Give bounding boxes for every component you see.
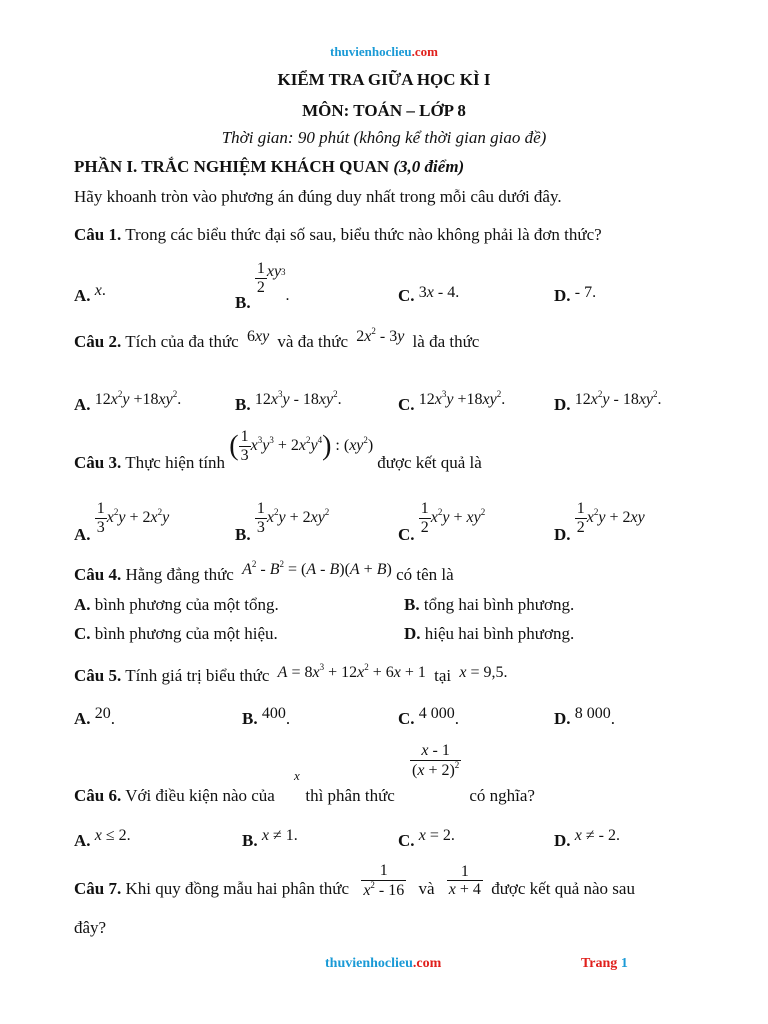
option-letter: A.	[74, 286, 91, 305]
q7-text: và	[418, 879, 435, 899]
math-expression: $12x^2y +18xy^2$.	[94, 389, 182, 408]
q7-stem-continued: đây?	[74, 918, 107, 937]
math-expression: x ≤ 2.	[94, 827, 131, 844]
subject-title: MÔN: TOÁN – LỚP 8	[302, 101, 466, 120]
q6-option-a	[74, 827, 131, 851]
math-expression: $\frac{1}{3}$ $x^2y + 2x^2y$	[96, 500, 170, 536]
q2-text: và đa thức	[277, 332, 348, 351]
q2-option-d	[554, 389, 662, 415]
q1-stem	[74, 225, 602, 245]
q5-option-c: C. 4 000.	[398, 705, 460, 728]
page-number-value: 1	[620, 956, 628, 971]
option-text: bình phương của một tổng.	[94, 595, 279, 614]
math-expression: $\frac{1}{3}$ $x^2y + 2xy^2$	[256, 500, 330, 536]
option-letter: A.	[74, 709, 91, 728]
option-value: 20	[94, 705, 111, 722]
math-expression: $\frac{1}{x + 4}$	[448, 862, 481, 899]
q6-option-c	[398, 827, 455, 851]
math-expression: $\frac{1}{2}$ $x^2y + 2xy$	[576, 500, 645, 536]
option-letter: D.	[554, 709, 571, 728]
option-letter: C.	[398, 286, 415, 305]
option-letter: D.	[554, 831, 571, 850]
footer-site	[325, 956, 441, 972]
part1-instruction: Hãy khoanh tròn vào phương án đúng duy nhất trong mỗi câu dưới đây.	[74, 187, 562, 206]
time-note: Thời gian: 90 phút (không kể thời gian giao đề)	[221, 128, 547, 147]
page-number	[581, 956, 628, 972]
q1-option-b	[235, 260, 290, 312]
math-expression: 3x - 4.	[418, 284, 460, 301]
q5-text: Tính giá trị biểu thức	[125, 666, 270, 685]
q4-text: có tên là	[396, 565, 454, 584]
option-letter: C.	[398, 709, 415, 728]
header-site-name: thuvienhoclieu	[330, 44, 412, 59]
option-letter: C.	[398, 524, 415, 544]
q2-text: Tích của đa thức	[125, 332, 239, 351]
q7-label: Câu 7.	[74, 879, 122, 899]
option-letter: B.	[235, 524, 251, 544]
q3-option-d	[554, 500, 645, 544]
q1-option-d	[554, 286, 596, 306]
math-expression: $12x^3y - 18xy^2$.	[254, 389, 342, 408]
q4-option-a	[74, 595, 279, 615]
option-letter: D.	[554, 395, 571, 414]
q6-text: Với điều kiện nào của	[125, 786, 275, 805]
q6-stem	[74, 786, 535, 806]
math-expression: x = 9,5.	[459, 664, 508, 681]
q6-label: Câu 6.	[74, 786, 122, 805]
math-expression: x.	[94, 282, 106, 299]
math-expression: x ≠ 1.	[261, 827, 298, 844]
math-expression: $12x^2y - 18xy^2$.	[574, 389, 662, 408]
q2-option-b	[235, 389, 342, 415]
part1-title: PHẦN I. TRẮC NGHIỆM KHÁCH QUAN	[74, 157, 390, 176]
option-letter: B.	[235, 395, 251, 414]
option-value: 4 000	[418, 705, 455, 722]
math-expression: $2x^2 - 3y$	[352, 326, 405, 345]
q7-text: được kết quả nào sau	[491, 879, 635, 899]
option-letter: D.	[554, 286, 571, 305]
option-letter: A.	[74, 831, 91, 850]
option-letter: B.	[235, 292, 251, 312]
option-text: bình phương của một hiệu.	[94, 624, 278, 643]
math-expression: 6xy	[242, 328, 270, 345]
option-value: 8 000	[574, 705, 611, 722]
q4-option-d	[404, 624, 574, 644]
math-expression: x ≠ - 2.	[574, 827, 620, 844]
q1-option-c	[398, 286, 459, 306]
q3-label: Câu 3.	[74, 452, 122, 472]
q7-stem	[74, 862, 635, 899]
footer-site-name: thuvienhoclieu	[325, 956, 413, 971]
q6-option-d	[554, 827, 620, 851]
q6-text: có nghĩa?	[469, 786, 535, 805]
q7-text: Khi quy đồng mẫu hai phân thức	[125, 879, 350, 899]
option-value: 400	[261, 705, 286, 722]
q1-text: Trong các biểu thức đại số sau, biểu thức nào không phải là đơn thức?	[125, 225, 602, 244]
part1-heading	[74, 157, 464, 177]
q1-option-a	[74, 282, 106, 306]
header-site	[0, 44, 768, 60]
q6-option-b	[242, 827, 298, 851]
page-label: Trang	[581, 956, 618, 971]
q5-text: tại	[434, 666, 452, 685]
exam-title: KIỂM TRA GIỮA HỌC KÌ I	[277, 70, 491, 89]
math-expression: $12x^3y +18xy^2$.	[418, 389, 506, 408]
q4-option-c	[74, 624, 278, 644]
option-letter: B.	[242, 709, 258, 728]
q2-label: Câu 2.	[74, 332, 122, 351]
q5-option-d: D. 8 000.	[554, 705, 616, 728]
q2-option-a	[74, 389, 182, 415]
option-letter: C.	[398, 395, 415, 414]
q1-label: Câu 1.	[74, 225, 122, 244]
q5-option-a: A. 20.	[74, 705, 116, 728]
q3-text: được kết quả là	[377, 452, 482, 472]
option-letter: C.	[398, 831, 415, 850]
option-letter: B.	[242, 831, 258, 850]
math-expression: $\frac{1}{x^2 - 16}$	[363, 862, 405, 899]
q4-option-b	[404, 595, 574, 615]
option-letter: B.	[404, 595, 420, 614]
option-letter: A.	[74, 595, 91, 614]
math-expression: x = 2.	[418, 827, 455, 844]
q2-text: là đa thức	[412, 332, 480, 351]
option-letter: D.	[404, 624, 421, 643]
footer-site-domain: .com	[412, 956, 442, 971]
option-letter: D.	[554, 524, 571, 544]
option-letter: A.	[74, 395, 91, 414]
q3-option-c	[398, 500, 486, 544]
q3-option-a	[74, 500, 170, 544]
math-expression: $\frac{1}{2}$ $xy^3$.	[256, 260, 290, 304]
math-expression: - 7.	[574, 284, 597, 301]
q4-text: Hằng đẳng thức	[125, 565, 234, 584]
q5-stem	[74, 662, 508, 686]
option-text: hiệu hai bình phương.	[424, 624, 575, 643]
q6-text: thì phân thức	[305, 786, 395, 805]
math-expression: $A = 8x^3 + 12x^2 + 6x + 1$	[277, 662, 430, 681]
q2-stem	[74, 326, 480, 352]
q3-text: Thực hiện tính	[125, 452, 226, 472]
q4-label: Câu 4.	[74, 565, 122, 584]
q5-option-b: B. 400.	[242, 705, 291, 728]
q6-fraction: $\frac{x - 1}{(x + 2)^2}$	[412, 742, 460, 779]
q5-label: Câu 5.	[74, 666, 122, 685]
math-expression: ( $\frac{1}{3}$ $x^3y^3 + 2x^2y^4$) : $(xy^2)$	[229, 428, 378, 464]
q3-stem	[74, 428, 482, 472]
q4-stem	[74, 559, 454, 585]
option-letter: A.	[74, 524, 91, 544]
part1-points: (3,0 điểm)	[393, 157, 465, 176]
header-site-domain: .com	[411, 44, 438, 59]
option-letter: C.	[74, 624, 91, 643]
math-expression: $\frac{1}{2}$ $x^2y + xy^2$	[420, 500, 486, 536]
q2-option-c	[398, 389, 506, 415]
math-expression: $A^2 - B^2 = (A - B)(A + B)$	[242, 559, 392, 578]
option-text: tổng hai bình phương.	[423, 595, 575, 614]
q6-variable: x	[294, 768, 300, 783]
q3-option-b	[235, 500, 330, 544]
